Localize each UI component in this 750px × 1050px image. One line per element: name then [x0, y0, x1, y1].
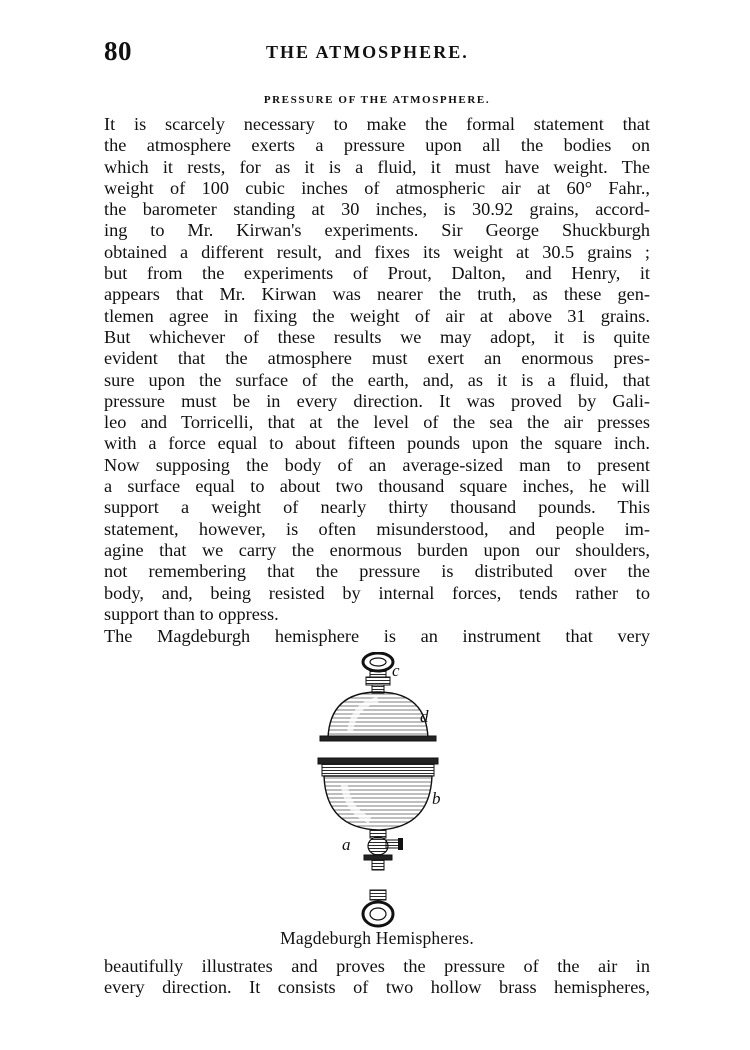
figure-label-c: c	[392, 661, 400, 680]
text-line: which it rests, for as it is a fluid, it must have weight. The	[104, 156, 650, 177]
text-line: ing to Mr. Kirwan's experiments. Sir George Shuckburgh	[104, 220, 650, 241]
text-line: leo and Torricelli, that at the level of the sea the air presses	[104, 412, 650, 433]
upper-stopcock	[366, 671, 390, 693]
text-line: pressure must be in every direction. It was proved by Gali-	[104, 390, 650, 411]
text-line: not remembering that the pressure is distributed over the	[104, 561, 650, 582]
hemispheres-illustration	[300, 652, 450, 930]
text-line: the atmosphere exerts a pressure upon all the bodies on	[104, 135, 650, 156]
upper-hemisphere	[320, 692, 436, 741]
figure-caption: Magdeburgh Hemispheres.	[280, 928, 474, 948]
text-line: every direction. It consists of two hollow brass hemispheres,	[104, 977, 650, 998]
text-line: support a weight of nearly thirty thousand pounds. This	[104, 497, 650, 518]
page-number: 80	[104, 36, 132, 66]
text-line: body, and, being resisted by internal forces, tends rather to	[104, 582, 650, 603]
figure-label-d: d	[420, 707, 429, 726]
figure-label-a: a	[342, 835, 351, 854]
paragraph-continuation	[104, 956, 650, 999]
text-line: a surface equal to about two thousand square inches, he will	[104, 476, 650, 497]
text-line: the barometer standing at 30 inches, is 30.92 grains, accord-	[104, 199, 650, 220]
paragraph-pressure-statement	[104, 114, 650, 625]
text-line: The Magdeburgh hemisphere is an instrument that very	[104, 626, 650, 646]
paragraph-magdeburgh-intro	[104, 626, 650, 647]
text-line: agine that we carry the enormous burden upon our shoulders,	[104, 539, 650, 560]
running-title: THE ATMOSPHERE.	[266, 42, 469, 62]
text-line: beautifully illustrates and proves the pressure of the air in	[104, 956, 650, 976]
text-line: But whichever of these results we may adopt, it is quite	[104, 326, 650, 347]
text-line: but from the experiments of Prout, Dalton, and Henry, it	[104, 263, 650, 284]
lower-stopcock	[364, 830, 403, 870]
lower-hemisphere	[318, 758, 438, 830]
text-line: appears that Mr. Kirwan was nearer the truth, as these gen-	[104, 284, 650, 305]
text-line: sure upon the surface of the earth, and, as it is a fluid, that	[104, 369, 650, 390]
text-line: tlemen agree in fixing the weight of air at above 31 grains.	[104, 305, 650, 326]
text-line: support than to oppress.	[104, 603, 279, 624]
text-line: It is scarcely necessary to make the formal statement that	[104, 114, 650, 134]
section-heading: PRESSURE OF THE ATMOSPHERE.	[263, 94, 491, 106]
magdeburgh-hemispheres-figure	[300, 652, 450, 930]
text-line: with a force equal to about fifteen pounds upon the square inch.	[104, 433, 650, 454]
figure-label-b: b	[432, 789, 441, 808]
running-head	[104, 36, 650, 70]
upper-ring-handle	[363, 653, 393, 671]
text-line: weight of 100 cubic inches of atmospheric air at 60° Fahr.,	[104, 177, 650, 198]
text-line: Now supposing the body of an average-sized man to present	[104, 454, 650, 475]
lower-ring-handle	[363, 890, 393, 926]
text-line: obtained a different result, and fixes its weight at 30.5 grains ;	[104, 241, 650, 262]
text-line: statement, however, is often misunderstood, and people im-	[104, 518, 650, 539]
text-line: evident that the atmosphere must exert an enormous pres-	[104, 348, 650, 369]
